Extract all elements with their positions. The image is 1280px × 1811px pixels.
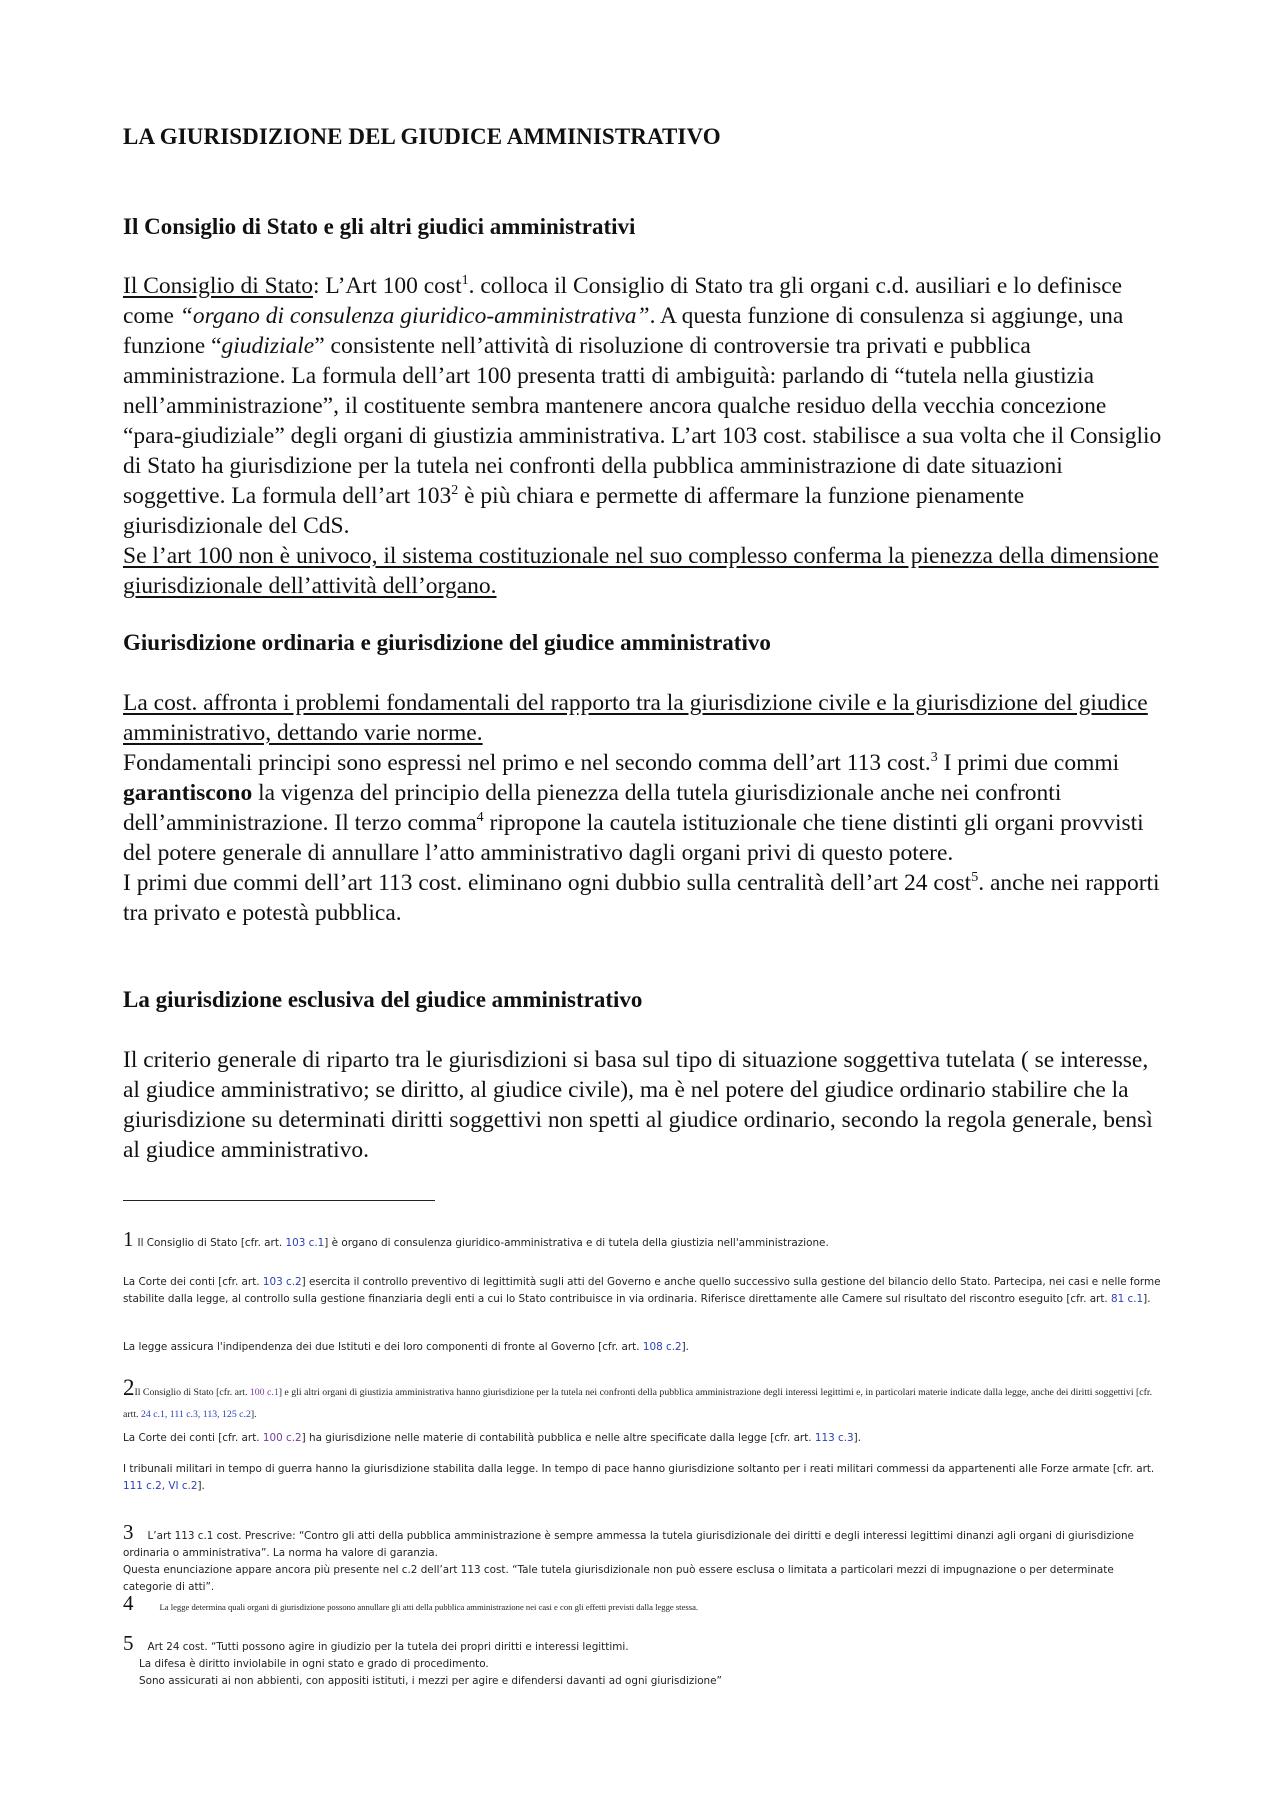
footnote-1a: 1 Il Consiglio di Stato [cfr. art. 103 c.1] è organo di consulenza giuridico-amministrativa e di tutela della giustizia nell'amministrazione. <box>123 1227 829 1251</box>
underlined-conclusion: Se l’art 100 non è univoco, il sistema costituzionale nel suo complesso conferma la pienezza della dimensione giurisdizionale dell’attività dell’organo. <box>123 543 1159 599</box>
link-art-113-c3[interactable]: 113 c.3 <box>814 1432 854 1444</box>
link-art-103-c1[interactable]: 103 c.1 <box>285 1237 325 1249</box>
footnote-separator <box>123 1200 435 1201</box>
link-art-111-c2[interactable]: 111 c.2, VI c.2 <box>123 1480 198 1492</box>
paragraph-giurisdizione: La cost. affronta i problemi fondamentali del rapporto tra la giurisdizione civile e la giurisdizione del giudice amministrativo, dettando varie norme. Fondamentali principi sono espressi nel primo e nel secondo comma dell’art 113 cost.$^3$ I primi due commi garantiscono la vigenza del principio della pienezza della tutela giurisdizionale anche nei confronti dell’amministrazione. Il terzo comma$^4$ ripropone la cautela istituzionale che tiene distinti gli organi provvisti del potere generale di annullare l’atto amministrativo dagli organi privi di questo potere. I primi due commi dell’art 113 cost. eliminano ogni dubbio sulla centralità dell’art 24 cost$^5$. anche nei rapporti tra privato e potestà pubblica. <box>123 690 1160 926</box>
footnote-2c: I tribunali militari in tempo di guerra hanno la giurisdizione stabilita dalla legge. In tempo di pace hanno giurisdizione soltanto per i reati militari commessi da appartenenti alle Forze armate [cfr. art. 111 c.2, VI c.2]. <box>123 1463 1155 1492</box>
footnote-ref-1[interactable]: 1 <box>461 273 469 289</box>
link-art-100-c2[interactable]: 100 c.2 <box>262 1432 302 1444</box>
footnote-2a: 2Il Consiglio di Stato [cfr. art. 100 c.1] e gli altri organi di giustizia amministrativa hanno giurisdizione per la tutela nei confronti della pubblica amministrazione degli interessi legittimi e, in particolari materie indicate dalla legge, anche dei diritti soggettivi [cfr. artt. 24 c.1, 111 c.3, 113, 125 c.2]. <box>123 1375 1153 1420</box>
underlined-intro: La cost. affronta i problemi fondamentali del rapporto tra la giurisdizione civile e la giurisdizione del giudice amministrativo, dettando varie norme. <box>123 690 1148 746</box>
section-heading-giurisdizione: Giurisdizione ordinaria e giurisdizione del giudice amministrativo <box>123 630 771 655</box>
link-art-100-c1[interactable]: 100 c.1 <box>249 1387 279 1398</box>
paragraph-consiglio: Il Consiglio di Stato: L’Art 100 cost$^1$. colloca il Consiglio di Stato tra gli organi c.d. ausiliari e lo definisce come “organo di consulenza giuridico-amministrativa”. A questa funzione di consulenza si aggiunge, una funzione “giudiziale” consistente nell’attività di risoluzione di controversie tra privati e pubblica amministrazione. La formula dell’art 100 presenta tratti di ambiguità: parlando di “tutela nella giustizia nell’amministrazione”, il costituente sembra mantenere ancora qualche residuo della vecchia concezione “para-giudiziale” degli organi di giustizia amministrativa. L’art 103 cost. stabilisce a sua volta che il Consiglio di Stato ha giurisdizione per la tutela nei confronti della pubblica amministrazione di date situazioni soggettive. La formula dell’art $103^2$ è più chiara e permette di affermare la funzione pienamente giurisdizionale del CdS. Se l’art 100 non è univoco, il sistema costituzionale nel suo complesso conferma la pienezza della dimensione giurisdizionale dell’attività dell’organo. <box>123 273 1162 599</box>
link-art-81-c1[interactable]: 81 c.1 <box>1111 1293 1144 1305</box>
footnote-2b: La Corte dei conti [cfr. art. 100 c.2] ha giurisdizione nelle materie di contabilità pubblica e nelle altre specificate dalla legge [cfr. art. 113 c.3]. <box>123 1432 862 1444</box>
italic-quote: “organo di consulenza giuridico-amministrativa” <box>179 303 650 329</box>
link-artt-24-111-113-125[interactable]: 24 c.1, 111 c.3, 113, 125 c.2 <box>140 1409 251 1420</box>
footnote-5: 5 Art 24 cost. “Tutti possono agire in giudizio per la tutela dei propri diritti e interessi legittimi. La difesa è diritto inviolabile in ogni stato e grado di procedimento. Sono assicurati ai non abbienti, con appositi istituti, i mezzi per agire e difendersi davanti ad ogni giurisdizione” <box>123 1631 722 1687</box>
footnote-ref-2[interactable]: 2 <box>451 483 459 499</box>
paragraph-esclusiva: Il criterio generale di riparto tra le giurisdizioni si basa sul tipo di situazione soggettiva tutelata ( se interesse, al giudice amministrativo; se diritto, al giudice civile), ma è nel potere del giudice ordinario stabilire che la giurisdizione su determinati diritti soggettivi non spetti al giudice ordinario, secondo la regola generale, bensì al giudice amministrativo. <box>123 1047 1153 1163</box>
bold-word: garantiscono <box>123 780 253 806</box>
footnote-1b: La Corte dei conti [cfr. art. 103 c.2] esercita il controllo preventivo di legittimità sugli atti del Governo e anche quello successivo sulla gestione del bilancio dello Stato. Partecipa, nei casi e nelle forme stabilite dalla legge, al controllo sulla gestione finanziaria degli enti a cui lo Stato contribuisce in via ordinaria. Riferisce direttamente alle Camere sul risultato del riscontro eseguito [cfr. art. 81 c.1]. <box>123 1276 1161 1305</box>
footnote-ref-5[interactable]: 5 <box>971 870 979 886</box>
footnote-4: 4 La legge determina quali organi di giurisdizione possono annullare gli atti della pubblica amministrazione nei casi e con gli effetti previsti dalla legge stessa. <box>123 1591 699 1615</box>
document-title: LA GIURISDIZIONE DEL GIUDICE AMMINISTRATIVO <box>123 124 721 149</box>
footnote-ref-4[interactable]: 4 <box>476 810 484 826</box>
section-heading-esclusiva: La giurisdizione esclusiva del giudice amministrativo <box>123 987 643 1012</box>
underlined-lead: Il Consiglio di Stato <box>123 273 313 299</box>
link-art-108-c2[interactable]: 108 c.2 <box>642 1341 682 1353</box>
link-art-103-c2[interactable]: 103 c.2 <box>262 1276 302 1288</box>
footnote-1c: La legge assicura l'indipendenza dei due Istituti e dei loro componenti di fronte al Governo [cfr. art. 108 c.2]. <box>123 1341 689 1353</box>
section-heading-consiglio: Il Consiglio di Stato e gli altri giudici amministrativi <box>123 214 636 239</box>
footnote-3: 3 L’art 113 c.1 cost. Prescrive: “Contro gli atti della pubblica amministrazione è sempre ammessa la tutela giurisdizionale dei diritti e degli interessi legittimi dinanzi agli organi di giurisdizione ordinaria o amministrativa”. La norma ha valore di garanzia. Questa enunciazione appare ancora più presente nel c.2 dell’art 113 cost. “Tale tutela giurisdizionale non può essere esclusa o limitata a particolari mezzi di impugnazione o per determinate categorie di atti”. <box>123 1520 1134 1593</box>
footnote-ref-3[interactable]: 3 <box>930 750 938 766</box>
